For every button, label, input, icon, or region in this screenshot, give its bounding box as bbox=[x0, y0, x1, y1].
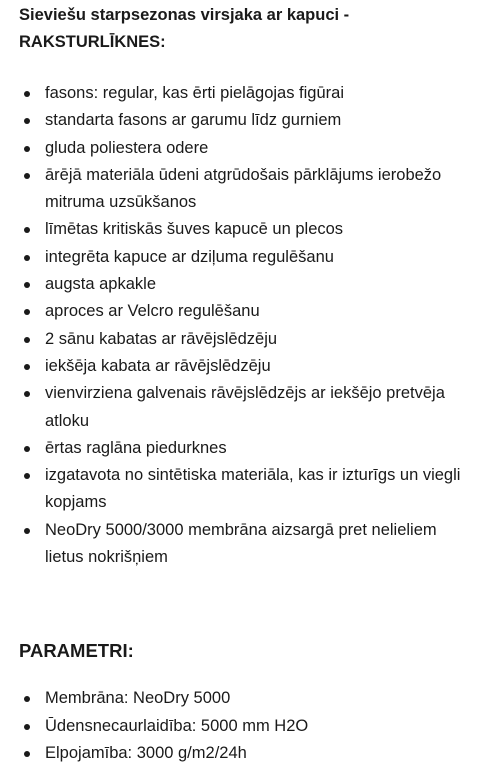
feature-item: līmētas kritiskās šuves kapucē un plecos bbox=[19, 216, 467, 243]
feature-item: ārējā materiāla ūdeni atgrūdošais pārklājums ierobežo mitruma uzsūkšanos bbox=[19, 162, 467, 217]
parameter-item: Ūdensnecaurlaidība: 5000 mm H2O bbox=[19, 713, 467, 740]
feature-item: gluda poliestera odere bbox=[19, 135, 467, 162]
parameter-item: Elpojamība: 3000 g/m2/24h bbox=[19, 740, 467, 767]
feature-item: aproces ar Velcro regulēšanu bbox=[19, 298, 467, 325]
feature-item: augsta apkakle bbox=[19, 271, 467, 298]
feature-item: NeoDry 5000/3000 membrāna aizsargā pret nelieliem lietus nokrišņiem bbox=[19, 517, 467, 572]
feature-item: integrēta kapuce ar dziļuma regulēšanu bbox=[19, 244, 467, 271]
feature-item: vienvirziena galvenais rāvējslēdzējs ar iekšējo pretvēja atloku bbox=[19, 380, 467, 435]
product-title-line1: Sieviešu starpsezonas virsjaka ar kapuci - bbox=[19, 6, 350, 24]
feature-item: fasons: regular, kas ērti pielāgojas figūrai bbox=[19, 80, 467, 107]
parameters-heading: PARAMETRI: bbox=[19, 640, 134, 662]
feature-item: 2 sānu kabatas ar rāvējslēdzēju bbox=[19, 326, 467, 353]
feature-item: standarta fasons ar garumu līdz gurniem bbox=[19, 107, 467, 134]
features-list bbox=[19, 80, 467, 571]
feature-item: iekšēja kabata ar rāvējslēdzēju bbox=[19, 353, 467, 380]
feature-item: izgatavota no sintētiska materiāla, kas ir izturīgs un viegli kopjams bbox=[19, 462, 467, 517]
feature-item: ērtas raglāna piedurknes bbox=[19, 435, 467, 462]
product-title bbox=[19, 2, 467, 56]
features-heading: RAKSTURLĪKNES: bbox=[19, 33, 166, 51]
parameters-list bbox=[19, 685, 467, 767]
parameter-item: Membrāna: NeoDry 5000 bbox=[19, 685, 467, 712]
